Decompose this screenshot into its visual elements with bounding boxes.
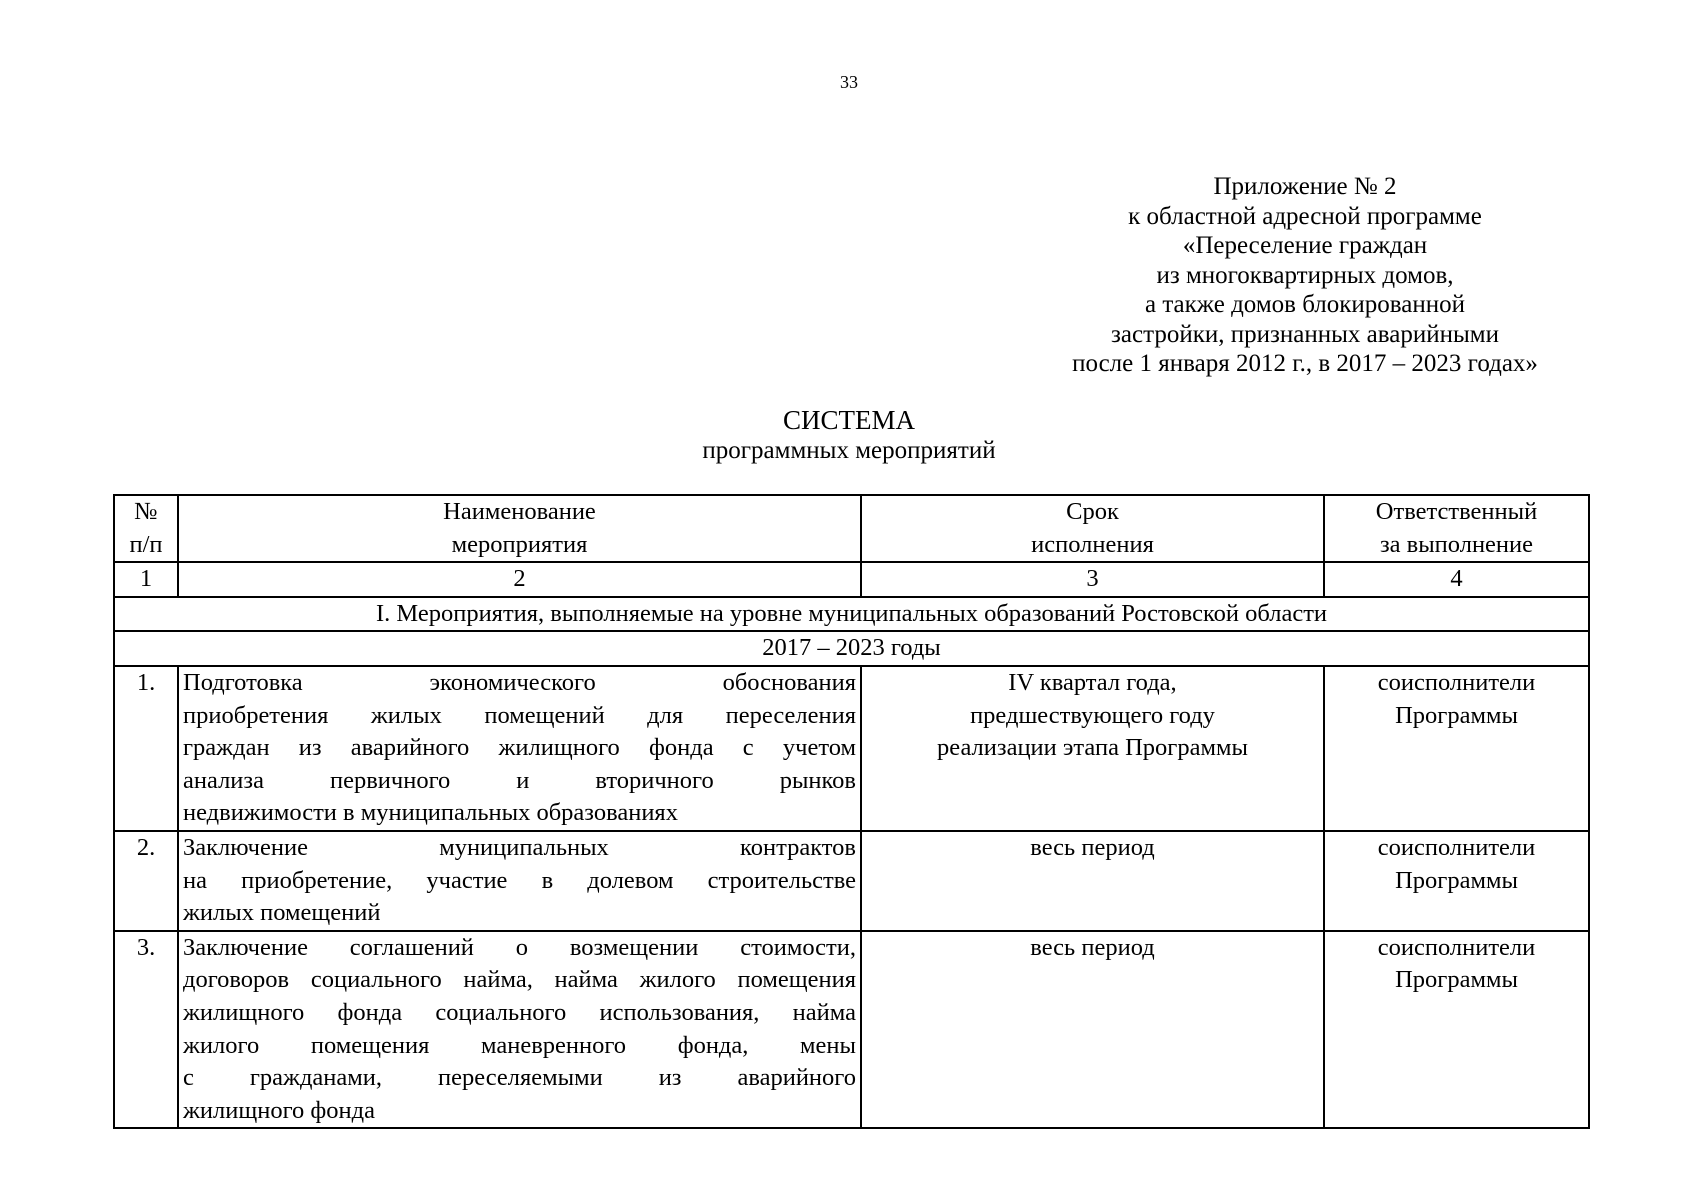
header-name	[178, 495, 861, 562]
measure-term	[861, 931, 1324, 1129]
measure-responsible-line: соисполнители	[1377, 833, 1536, 861]
appendix-line: «Переселение граждан	[1182, 232, 1428, 259]
measure-name-line: приобретения жилых помещений для переселения	[183, 701, 856, 729]
measure-name-line: граждан из аварийного жилищного фонда с учетом	[183, 734, 856, 762]
measure-term-line: весь период	[1030, 833, 1155, 861]
measure-responsible-line: Программы	[1395, 866, 1518, 894]
measure-name-line: жилищного фонда социального использования, найма	[183, 998, 856, 1026]
measure-name-line: Подготовка экономического обоснования	[183, 668, 856, 696]
measure-responsible-line: соисполнители	[1377, 668, 1536, 696]
row-number: 3.	[114, 931, 178, 1129]
appendix-line: а также домов блокированной	[1144, 291, 1466, 318]
measure-responsible	[1324, 666, 1589, 831]
measures-table	[113, 494, 1590, 1129]
table-row	[114, 931, 1589, 1129]
document-subtitle: программных мероприятий	[702, 437, 996, 464]
header-term-line: Срок	[1066, 498, 1119, 525]
measure-term	[861, 666, 1324, 831]
header-name-line: Наименование	[443, 498, 596, 525]
appendix-reference	[1010, 172, 1600, 379]
measure-term	[861, 831, 1324, 931]
measure-responsible	[1324, 931, 1589, 1129]
header-responsible	[1324, 495, 1589, 562]
appendix-line: после 1 января 2012 г., в 2017 – 2023 годах»	[1072, 350, 1538, 377]
row-number: 2.	[114, 831, 178, 931]
period-row	[114, 631, 1589, 666]
appendix-line: из многоквартирных домов,	[1156, 261, 1454, 289]
header-name-line: мероприятия	[451, 530, 588, 558]
measure-responsible	[1324, 831, 1589, 931]
document-title: СИСТЕМА	[782, 405, 915, 435]
measure-responsible-line: соисполнители	[1377, 933, 1536, 961]
column-index: 2	[178, 562, 861, 597]
table-row	[114, 666, 1589, 831]
appendix-line: Приложение № 2	[1213, 173, 1397, 200]
column-index: 3	[861, 562, 1324, 597]
measure-term-line: весь период	[1030, 933, 1155, 961]
header-term-line: исполнения	[1031, 530, 1154, 558]
measure-name	[178, 931, 861, 1129]
measure-term-line: IV квартал года,	[1008, 668, 1177, 696]
measure-name-line: договоров социального найма, найма жилого помещения	[183, 966, 856, 994]
header-num-line: №	[134, 498, 158, 525]
row-number: 1.	[114, 666, 178, 831]
header-num	[114, 495, 178, 562]
measure-responsible-line: Программы	[1395, 966, 1518, 994]
page-number: 33	[840, 72, 858, 92]
measure-responsible-line: Программы	[1395, 701, 1518, 729]
header-term	[861, 495, 1324, 562]
column-index: 4	[1324, 562, 1589, 597]
period-heading: 2017 – 2023 годы	[114, 631, 1589, 666]
section-heading-row	[114, 597, 1589, 632]
measure-name-line: жилого помещения маневренного фонда, мены	[183, 1031, 856, 1059]
table-row	[114, 831, 1589, 931]
appendix-line: застройки, признанных аварийными	[1111, 320, 1499, 348]
column-index: 1	[114, 562, 178, 597]
measure-name-line: Заключение соглашений о возмещении стоимости,	[183, 933, 856, 961]
header-responsible-line: за выполнение	[1379, 530, 1534, 558]
table-header-row	[114, 495, 1589, 562]
measure-name-line: Заключение муниципальных контрактов	[183, 833, 856, 861]
measure-name-line: на приобретение, участие в долевом строительстве	[183, 866, 856, 894]
section-heading: I. Мероприятия, выполняемые на уровне муниципальных образований Ростовской области	[114, 597, 1589, 632]
measure-name-line: анализа первичного и вторичного рынков	[183, 766, 856, 794]
measure-name-line: жилых помещений	[183, 899, 381, 927]
measure-term-line: предшествующего году	[970, 701, 1215, 729]
column-index-row	[114, 562, 1589, 597]
measure-name-line: недвижимости в муниципальных образованиях	[183, 799, 678, 827]
measure-name	[178, 666, 861, 831]
measure-name-line: жилищного фонда	[183, 1096, 375, 1124]
appendix-line: к областной адресной программе	[1128, 202, 1482, 230]
header-num-line: п/п	[129, 530, 163, 558]
header-responsible-line: Ответственный	[1375, 498, 1538, 525]
measure-name	[178, 831, 861, 931]
measure-name-line: с гражданами, переселяемыми из аварийного	[183, 1064, 856, 1092]
measure-term-line: реализации этапа Программы	[937, 734, 1248, 762]
